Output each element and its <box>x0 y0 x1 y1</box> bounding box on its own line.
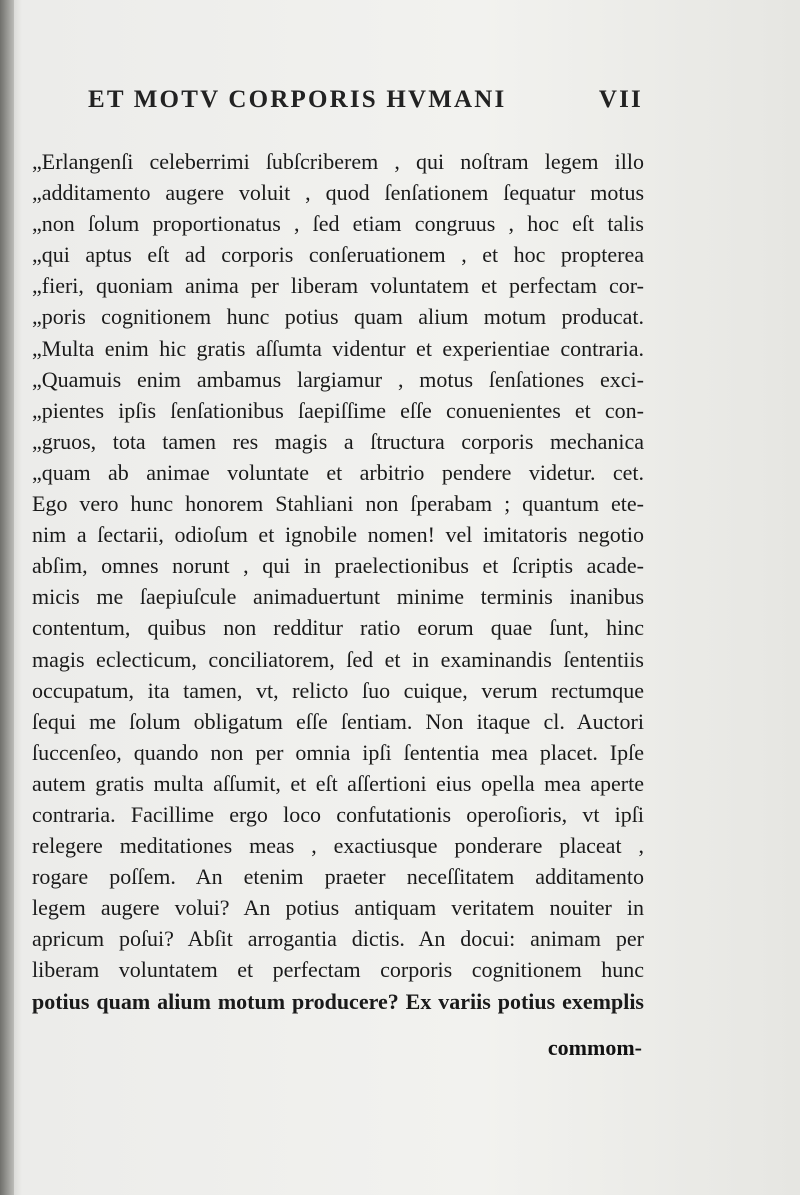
text-line: „pientes ipſis ſenſationibus ſaepiſſime eſſe conuenientes et con- <box>32 397 644 423</box>
text-line: potius quam alium motum producere? Ex variis potius exemplis <box>32 988 644 1014</box>
text-line: liberam voluntatem et perfectam corporis cognitionem hunc <box>32 957 644 983</box>
text-line: magis eclecticum, conciliatorem, ſed et in examinandis ſententiis <box>32 646 644 672</box>
text-line: abſim, omnes norunt , qui in praelectionibus et ſcriptis acade- <box>32 553 644 579</box>
text-block <box>32 146 644 1017</box>
text-line: autem gratis multa aſſumit, et eſt aſſertioni eius opella mea aperte <box>32 770 644 796</box>
text-line: „gruos, tota tamen res magis a ſtructura corporis mechanica <box>32 428 644 454</box>
text-line: relegere meditationes meas , exactiusque ponderare placeat , <box>32 833 644 859</box>
text-line: micis me ſaepiuſcule animaduertunt minime terminis inanibus <box>32 584 644 610</box>
text-line: „Erlangenſi celeberrimi ſubſcriberem , qui noſtram legem illo <box>32 149 644 174</box>
text-line: „Multa enim hic gratis aſſumta videntur et experientiae contraria. <box>32 335 644 361</box>
text-line: „quam ab animae voluntate et arbitrio pendere videtur. cet. <box>32 459 644 485</box>
text-line: nim a ſectarii, odioſum et ignobile nomen! vel imitatoris negotio <box>32 522 644 548</box>
page-gutter <box>0 0 14 1195</box>
text-line: apricum poſui? Abſit arrogantia dictis. An docui: animam per <box>32 926 644 952</box>
text-line: Ego vero hunc honorem Stahliani non ſperabam ; quantum ete- <box>32 491 644 517</box>
text-line: ſequi me ſolum obligatum eſſe ſentiam. Non itaque cl. Auctori <box>32 708 644 734</box>
text-line: „poris cognitionem hunc potius quam alium motum producat. <box>32 304 644 330</box>
text-line: contraria. Facillime ergo loco confutationis operoſioris, vt ipſi <box>32 801 644 827</box>
running-title: ET MOTV CORPORIS HVMANI <box>88 86 507 113</box>
text-line: ſuccenſeo, quando non per omnia ipſi ſententia mea placet. Ipſe <box>32 739 644 765</box>
text-line: occupatum, ita tamen, vt, relicto ſuo cuique, verum rectumque <box>32 677 644 703</box>
text-line: contentum, quibus non redditur ratio eorum quae ſunt, hinc <box>32 615 644 641</box>
text-line: legem augere volui? An potius antiquam veritatem nouiter in <box>32 895 644 921</box>
text-line: „fieri, quoniam anima per liberam voluntatem et perfectam cor- <box>32 273 644 299</box>
page-number: VII <box>598 86 643 113</box>
catchword: commom- <box>547 1035 642 1060</box>
text-line: rogare poſſem. An etenim praeter neceſſitatem additamento <box>32 864 644 890</box>
text-line: „non ſolum proportionatus , ſed etiam congruus , hoc eſt talis <box>32 211 644 237</box>
text-line: „additamento augere voluit , quod ſenſationem ſequatur motus <box>32 180 644 206</box>
text-line: „Quamuis enim ambamus largiamur , motus ſenſationes exci- <box>32 366 644 392</box>
text-line: „qui aptus eſt ad corporis conſeruationem , et hoc propterea <box>32 242 644 268</box>
